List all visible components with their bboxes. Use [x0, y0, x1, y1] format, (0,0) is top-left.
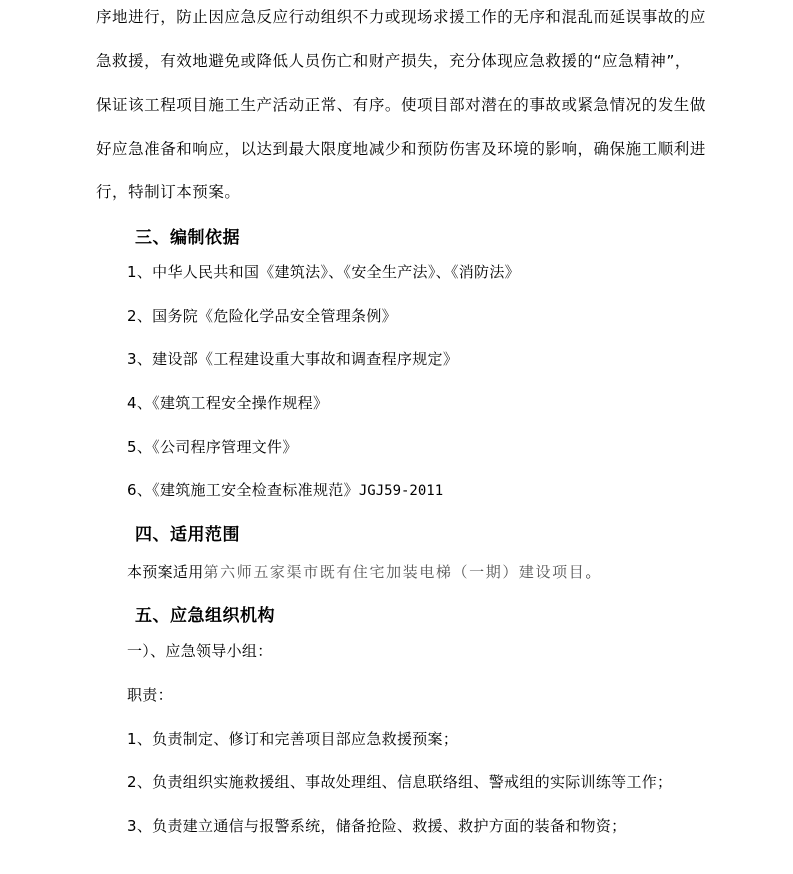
standard-code: JGJ59-2011 [358, 483, 444, 499]
duty-item: 3、负责建立通信与报警系统，储备抢险、救援、救护方面的装备和物资； [127, 817, 627, 835]
paragraph-line: 序地进行，防止因应急反应行动组织不力或现场求援工作的无序和混乱而延误事故的应 [96, 8, 706, 26]
duties-label: 职责： [127, 686, 173, 704]
basis-item: 5、《公司程序管理文件》 [127, 438, 298, 456]
basis-item-text: 6、《建筑施工安全检查标准规范》 [127, 481, 359, 499]
section-heading-basis: 三、编制依据 [135, 228, 240, 248]
subsection-heading: 一）、应急领导小组： [127, 642, 273, 660]
duty-item: 2、负责组织实施救援组、事故处理组、信息联络组、警戒组的实际训练等工作； [127, 773, 673, 791]
basis-item: 4、《建筑工程安全操作规程》 [127, 394, 329, 412]
paragraph-line: 好应急准备和响应，以达到最大限度地减少和预防伤害及环境的影响，确保施工顺利进 [96, 140, 706, 158]
basis-item: 2、国务院《危险化学品安全管理条例》 [127, 307, 397, 325]
paragraph-line: 保证该工程项目施工生产活动正常、有序。使项目部对潜在的事故或紧急情况的发生做 [96, 96, 706, 114]
paragraph-line: 行，特制订本预案。 [96, 183, 241, 201]
duty-item: 1、负责制定、修订和完善项目部应急救援预案； [127, 730, 459, 748]
section-heading-scope: 四、适用范围 [135, 525, 240, 545]
basis-item: 3、建设部《工程建设重大事故和调查程序规定》 [127, 350, 459, 368]
paragraph-line: 急救援，有效地避免或降低人员伤亡和财产损失，充分体现应急救援的“应急精神”， [96, 52, 691, 70]
section-heading-organization: 五、应急组织机构 [135, 606, 275, 626]
scope-text [127, 562, 601, 582]
scope-suffix: 。 [585, 563, 601, 581]
scope-prefix: 本预案适用 [127, 563, 204, 581]
basis-item: 1、中华人民共和国《建筑法》、《安全生产法》、《消防法》 [127, 263, 520, 281]
project-name: 第六师五家渠市既有住宅加装电梯（一期）建设项目 [203, 563, 586, 581]
basis-item [127, 480, 443, 501]
